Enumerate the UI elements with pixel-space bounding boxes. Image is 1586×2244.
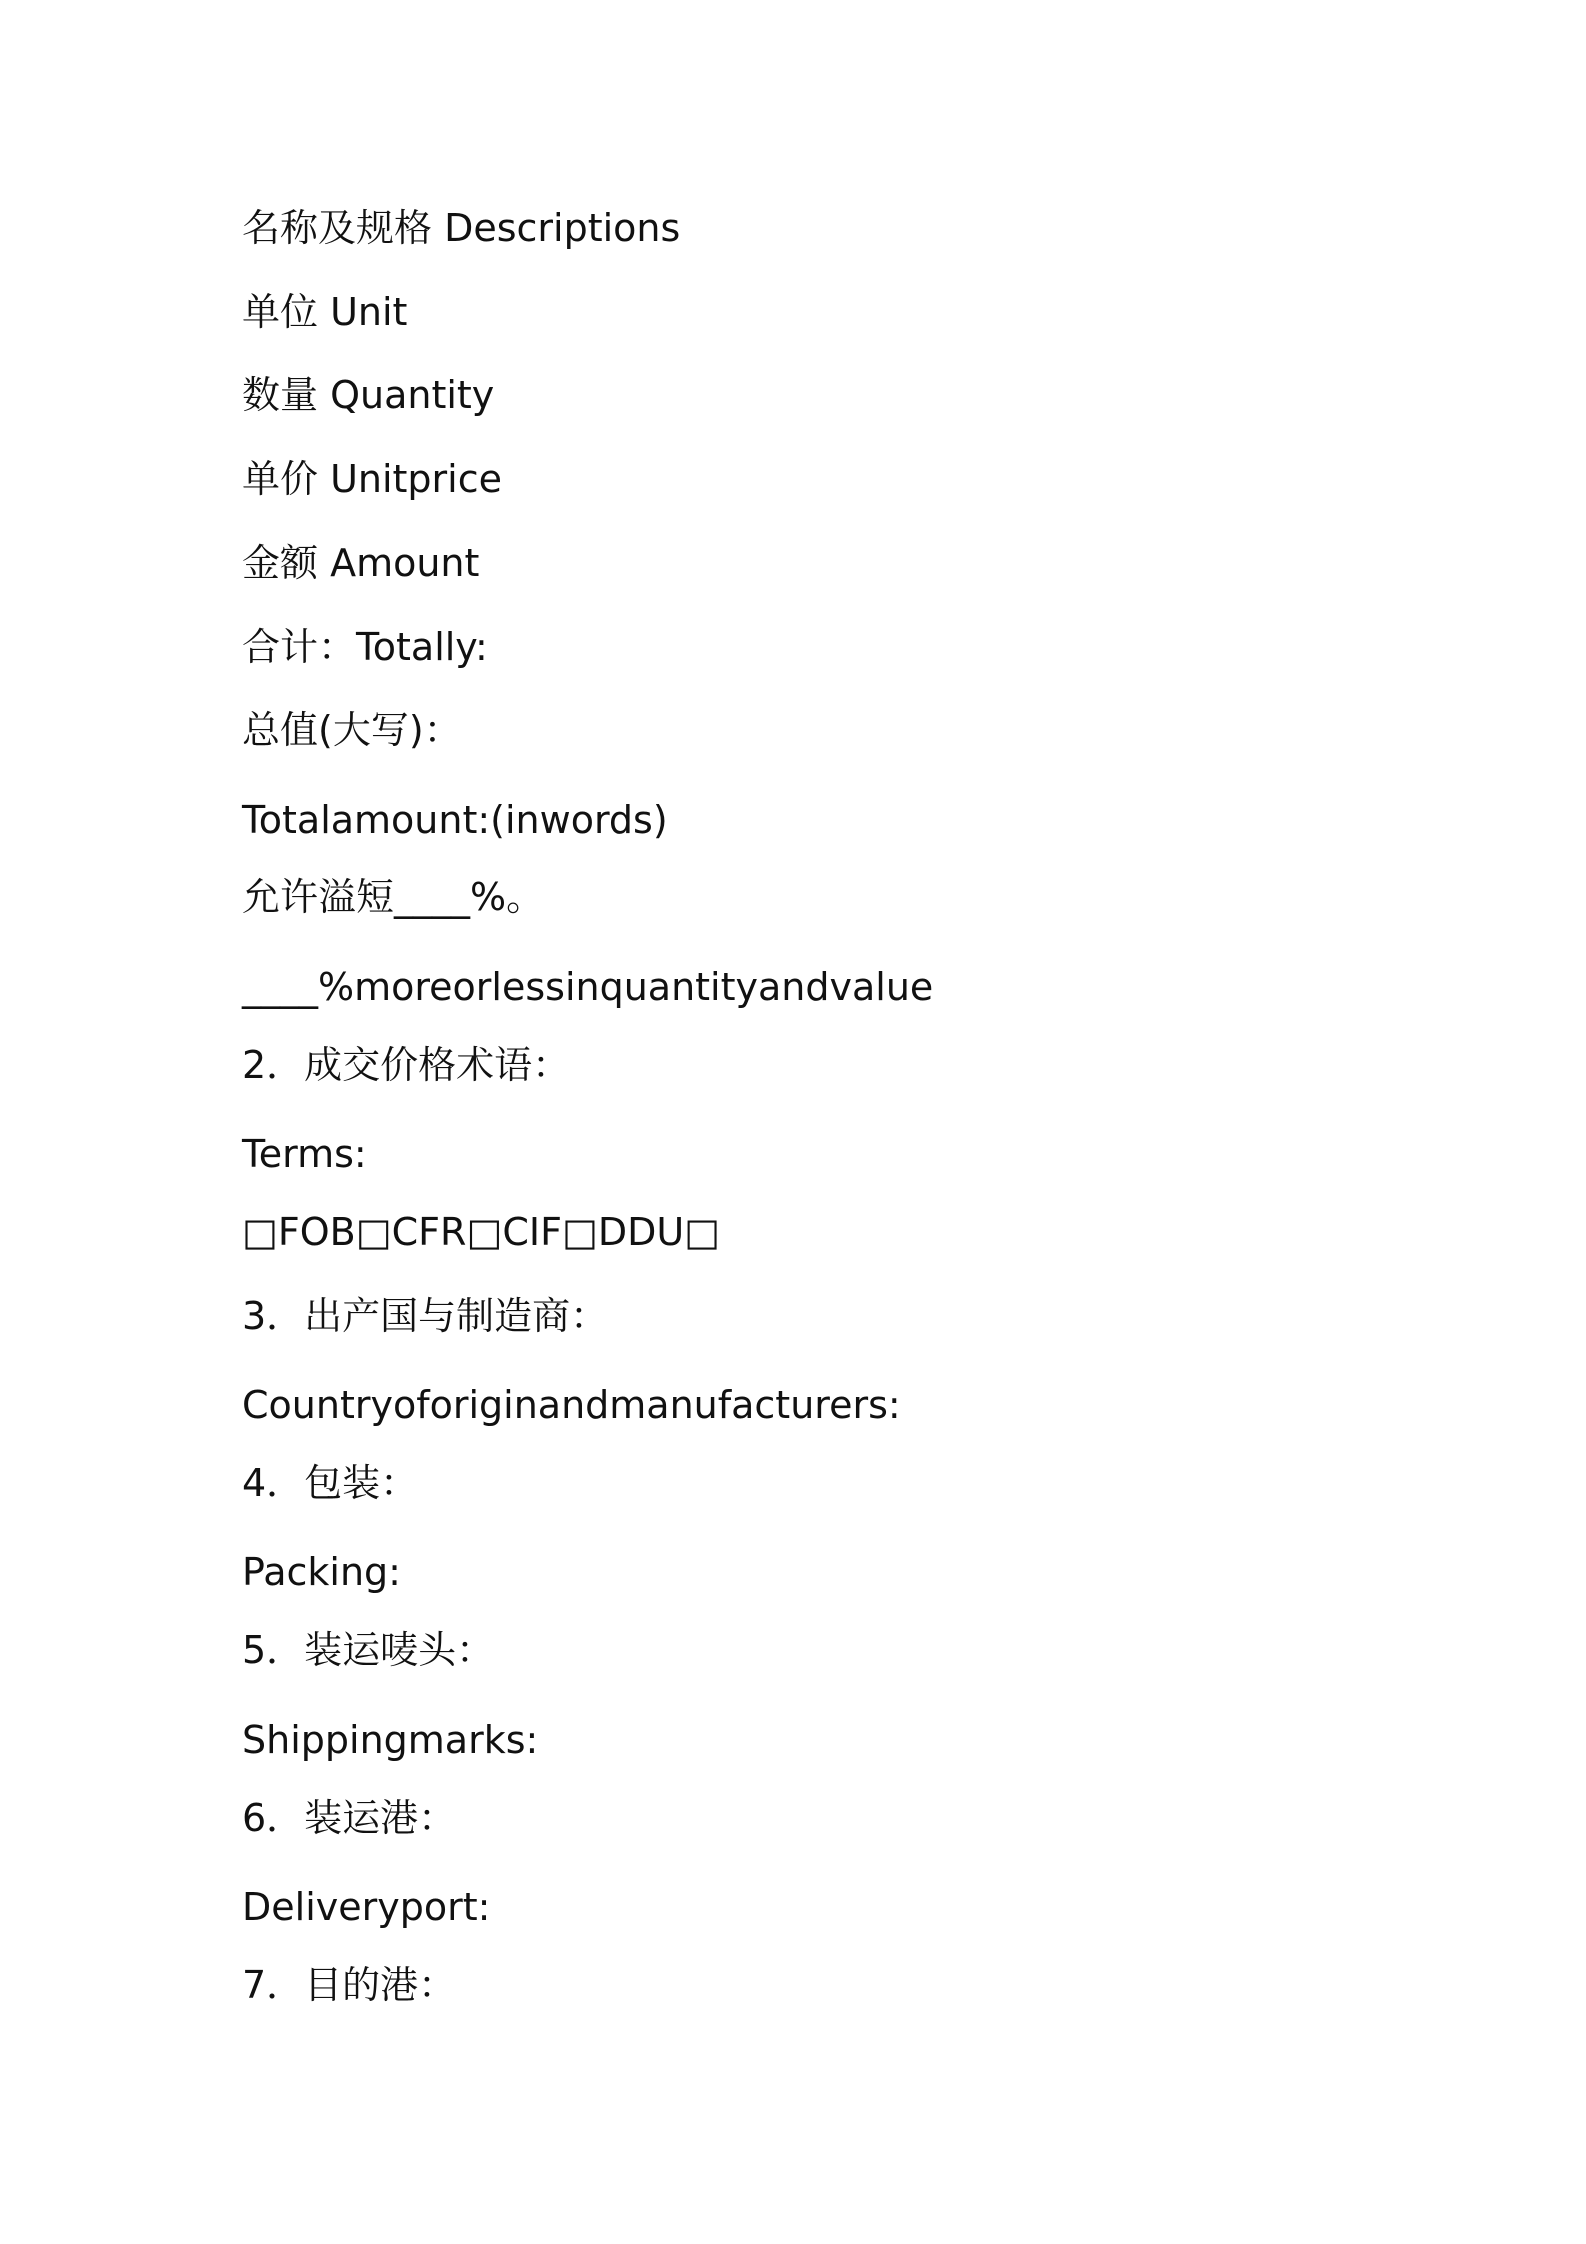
packing-label: Packing: <box>242 1550 401 1594</box>
unitprice-label: 单价 Unitprice <box>242 457 503 501</box>
amount-label: 金额 Amount <box>242 541 480 585</box>
tolerance-en-label: ____%moreorlessinquantityandvalue <box>242 965 934 1009</box>
total-value-cn-label: 总值(大写)： <box>242 708 462 752</box>
section-3-origin-heading: 3．出产国与制造商： <box>242 1294 609 1338</box>
descriptions-label: 名称及规格 Descriptions <box>242 206 681 250</box>
delivery-port-label: Deliveryport: <box>242 1885 491 1929</box>
quantity-label: 数量 Quantity <box>242 373 495 417</box>
section-2-price-terms-heading: 2．成交价格术语： <box>242 1043 571 1087</box>
tolerance-cn-label: 允许溢短____%。 <box>242 875 545 919</box>
section-7-destination-port-heading: 7．目的港： <box>242 1963 457 2007</box>
terms-checkbox-options: □FOB□CFR□CIF□DDU□ <box>242 1210 721 1254</box>
totally-label: 合计：Totally: <box>242 625 488 669</box>
country-of-origin-label: Countryoforiginandmanufacturers: <box>242 1383 901 1427</box>
section-6-loading-port-heading: 6．装运港： <box>242 1796 457 1840</box>
shipping-marks-label: Shippingmarks: <box>242 1718 539 1762</box>
section-4-packing-heading: 4．包装： <box>242 1461 419 1505</box>
section-5-shipping-marks-heading: 5．装运唛头： <box>242 1628 495 1672</box>
total-amount-in-words-label: Totalamount:(inwords) <box>242 798 668 842</box>
terms-label: Terms: <box>242 1132 367 1176</box>
unit-label: 单位 Unit <box>242 290 408 334</box>
